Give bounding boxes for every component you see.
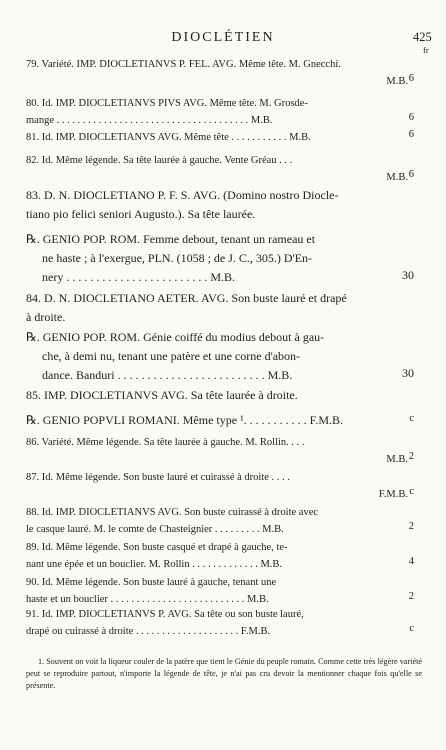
entry-text: 89. Id. Même légende. Son buste casqué et drapé à gauche, te- xyxy=(26,542,288,553)
entry-91 xyxy=(26,606,408,640)
entry-88 xyxy=(26,504,408,538)
footnote xyxy=(26,656,422,692)
entry-text: 85. IMP. DIOCLETIANVS AVG. Sa tête laurée à droite. xyxy=(26,388,298,402)
entry-text: dance. Banduri . . . . . . . . . . . . . . . . . . . . . . . . . M.B. xyxy=(42,368,293,382)
entry-83-reverse xyxy=(26,230,408,287)
entry-text: 80. Id. IMP. DIOCLETIANVS PIVS AVG. Même tête. M. Grosde- xyxy=(26,98,308,109)
entry-text: ℞. GENIO POP. ROM. Femme debout, tenant un rameau et xyxy=(26,232,316,246)
entry-text: 79. Variété. IMP. DIOCLETIANVS P. FEL. AVG. Même tête. M. Gnecchi. xyxy=(26,59,341,70)
page-number: 425 xyxy=(413,30,432,44)
entry-text: 88. Id. IMP. DIOCLETIANVS AVG. Son buste cuirassé à droite avec xyxy=(26,507,319,518)
entry-82 xyxy=(26,152,408,186)
entry-text: 83. D. N. DIOCLETIANO P. F. S. AVG. (Domino nostro Diocle- xyxy=(26,188,339,202)
entry-text: drapé ou cuirassé à droite . . . . . . . . . . . . . . . . . . . . F.M.B. xyxy=(26,626,271,637)
entry-text: 90. Id. Même légende. Son buste lauré à gauche, tenant une xyxy=(26,577,277,588)
entry-89 xyxy=(26,539,408,573)
entry-text: nant une épée et un bouclier. M. Rollin . . . . . . . . . . . . . M.B. xyxy=(26,559,283,570)
currency-mark: fr xyxy=(423,45,429,55)
entry-text: ne haste ; à l'exergue, PLN. (1058 ; de J. C., 305.) D'En- xyxy=(42,251,313,265)
entry-85 xyxy=(26,386,408,405)
entry-text: 87. Id. Même légende. Son buste lauré et cuirassé à droite . . . . xyxy=(26,472,290,483)
entry-text: 81. Id. IMP. DIOCLETIANVS AVG. Même tête . . . . . . . . . . . M.B. xyxy=(26,132,311,143)
entry-grade: M.B. xyxy=(386,172,408,183)
entry-84 xyxy=(26,289,408,327)
entry-85-reverse xyxy=(26,411,408,430)
entry-81 xyxy=(26,129,408,146)
entry-text: tiano pio felici seniori Augusto.). Sa tête laurée. xyxy=(26,207,256,221)
entry-text: nery . . . . . . . . . . . . . . . . . . . . . . . . M.B. xyxy=(42,270,235,284)
entry-83 xyxy=(26,186,408,224)
entry-text: le casque lauré. M. le comte de Chasteignier . . . . . . . . . M.B. xyxy=(26,524,284,535)
entry-text: 86. Variété. Même légende. Sa tête laurée à gauche. M. Rollin. . . . xyxy=(26,437,305,448)
entry-90 xyxy=(26,574,408,608)
entry-text: haste et un bouclier . . . . . . . . . . . . . . . . . . . . . . . . . . M.B. xyxy=(26,594,269,605)
entry-text: mange . . . . . . . . . . . . . . . . . . . . . . . . . . . . . . . . . . . . . M.B. xyxy=(26,115,273,126)
entry-grade: M.B. xyxy=(386,76,408,87)
entry-text: à droite. xyxy=(26,310,66,324)
entry-text: che, à demi nu, tenant une patère et une corne d'abon- xyxy=(42,349,301,363)
entry-text: ℞. GENIO POPVLI ROMANI. Même type ¹. . . . . . . . . . . F.M.B. xyxy=(26,413,344,427)
entry-text: ℞. GENIO POP. ROM. Génie coiffé du modius debout à gau- xyxy=(26,330,325,344)
entry-84-reverse xyxy=(26,328,408,385)
entry-text: 82. Id. Même légende. Sa tête laurée à gauche. Vente Gréau . . . xyxy=(26,155,293,166)
entry-86 xyxy=(26,434,408,468)
entry-80 xyxy=(26,95,408,129)
entry-87 xyxy=(26,469,408,503)
entry-grade: F.M.B. xyxy=(378,489,408,500)
entry-text: 84. D. N. DIOCLETIANO AETER. AVG. Son buste lauré et drapé xyxy=(26,291,347,305)
entry-text: 91. Id. IMP. DIOCLETIANVS P. AVG. Sa tête ou son buste lauré, xyxy=(26,609,304,620)
page-title: DIOCLÉTIEN xyxy=(171,30,275,45)
entry-grade: M.B. xyxy=(386,454,408,465)
entry-79 xyxy=(26,56,408,90)
footnote-text: 1. Souvent on voit la liqueur couler de la patère que tient le Génie du peuple romain. Comme cette très légère variété peut se reproduire partout, n'importe la légende de tête, je n'ai pas cru devoir la mentionner chaque fois qu'elle se présente. xyxy=(26,657,422,690)
